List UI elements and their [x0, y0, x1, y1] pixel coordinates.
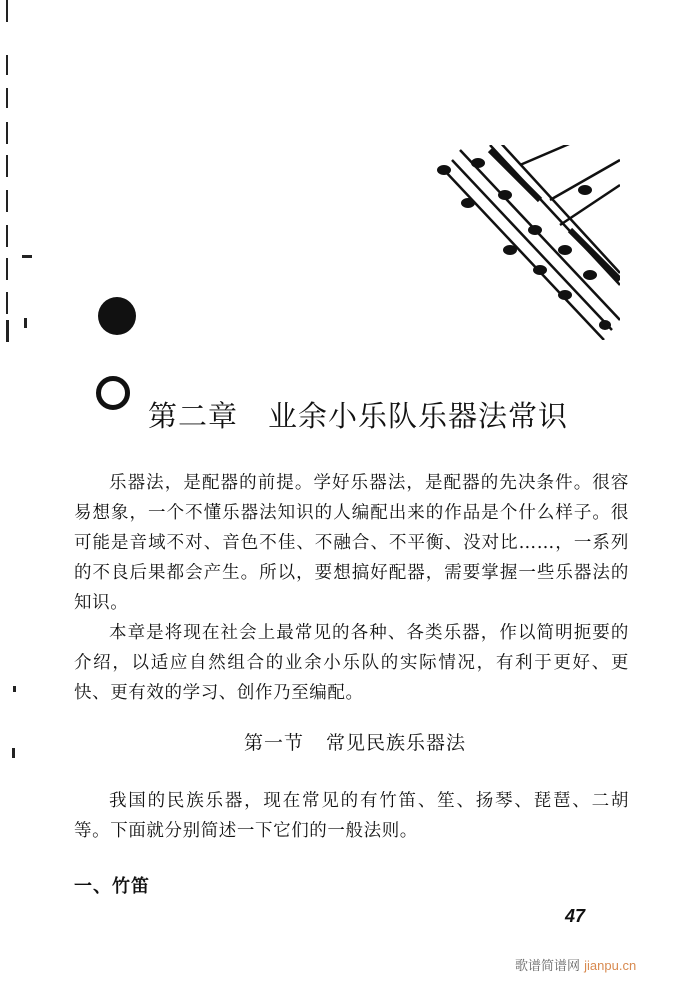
section-title — [0, 728, 690, 755]
binding-mark — [6, 155, 8, 177]
scan-speck — [24, 318, 27, 328]
filled-circle-icon — [98, 297, 136, 335]
paragraph: 本章是将现在社会上最常见的各种、各类乐器，作以简明扼要的介绍，以适应自然组合的业余小乐队的实际情况，有利于更好、更快、更有效的学习、创作乃至编配。 — [74, 623, 629, 703]
binding-mark — [6, 0, 8, 22]
watermark-cn: 歌谱简谱网 — [515, 959, 581, 974]
page-number: 47 — [565, 906, 586, 926]
intro-text — [74, 468, 629, 708]
watermark — [515, 955, 636, 974]
binding-mark — [6, 225, 8, 247]
hollow-circle-icon — [96, 376, 130, 410]
section-number: 第一节 — [243, 732, 304, 754]
binding-mark — [6, 258, 8, 280]
subheading: 一、竹笛 — [74, 876, 150, 897]
section-name: 常见民族乐器法 — [326, 732, 467, 754]
paragraph: 乐器法，是配器的前提。学好乐器法，是配器的先决条件。很容易想象，一个不懂乐器法知识的人编配出来的作品是个什么样子。很可能是音域不对、音色不佳、不融合、不平衡、没对比……，一系列的不良后果都会产生。所以，要想搞好配器，需要掌握一些乐器法的知识。 — [74, 473, 629, 613]
scan-speck — [13, 686, 16, 692]
binding-mark — [6, 292, 8, 314]
chapter-title — [148, 394, 568, 435]
scan-speck — [22, 255, 32, 258]
binding-mark — [6, 122, 8, 144]
binding-mark — [6, 320, 9, 342]
paragraph: 我国的民族乐器，现在常见的有竹笛、笙、扬琴、琵琶、二胡等。下面就分别简述一下它们的一般法则。 — [74, 791, 629, 841]
chapter-name: 业余小乐队乐器法常识 — [268, 399, 569, 433]
chapter-number: 第二章 — [148, 399, 239, 433]
section-text — [74, 786, 629, 846]
binding-mark — [6, 88, 8, 108]
watermark-en: jianpu.cn — [584, 958, 637, 973]
binding-mark — [6, 55, 8, 75]
binding-mark — [6, 190, 8, 212]
music-notation-icon — [430, 145, 620, 340]
